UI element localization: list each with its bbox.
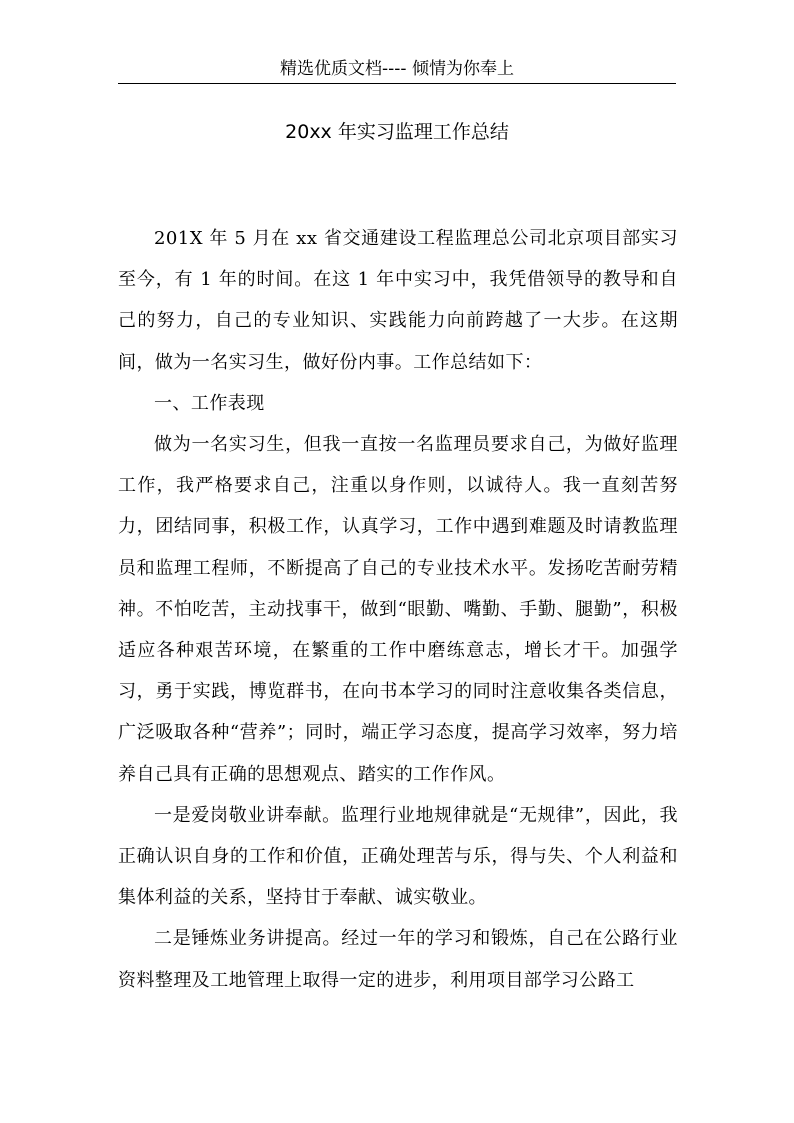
page-header bbox=[118, 56, 676, 84]
paragraph-intro: 201X 年 5 月在 xx 省交通建设工程监理总公司北京项目部实习至今，有 1 年的时间。在这 1 年中实习中，我凭借领导的教导和自己的努力，自己的专业知识、实践能力向前跨越了一大步。在这期间，做为一名实习生，做好份内事。工作总结如下： bbox=[118, 228, 678, 373]
document-title: 20xx 年实习监理工作总结 bbox=[285, 121, 509, 143]
paragraph-skills: 二是锤炼业务讲提高。经过一年的学习和锻炼，自己在公路行业资料整理及工地管理上取得一定的进步，利用项目部学习公路工 bbox=[118, 928, 678, 991]
paragraph-dedication: 一是爱岗敬业讲奉献。监理行业地规律就是“无规律”，因此，我正确认识自身的工作和价值，正确处理苦与乐，得与失、个人利益和集体利益的关系，坚持甘于奉献、诚实敬业。 bbox=[118, 804, 678, 909]
paragraph-work-performance: 做为一名实习生，但我一直按一名监理员要求自己，为做好监理工作，我严格要求自己，注重以身作则，以诚待人。我一直刻苦努力，团结同事，积极工作，认真学习，工作中遇到难题及时请教监理员和监理工程师，不断提高了自己的专业技术水平。发扬吃苦耐劳精神。不怕吃苦，主动找事干，做到“眼勤、嘴勤、手勤、腿勤”，积极适应各种艰苦环境，在繁重的工作中磨练意志，增长才干。加强学习，勇于实践，博览群书，在向书本学习的同时注意收集各类信息，广泛吸取各种“营养”；同时，端正学习态度，提高学习效率，努力培养自己具有正确的思想观点、踏实的工作作风。 bbox=[118, 434, 678, 785]
section-heading-work-performance: 一、工作表现 bbox=[154, 392, 265, 414]
document-body bbox=[118, 218, 678, 1001]
header-text: 精选优质文档---- 倾情为你奉上 bbox=[280, 59, 514, 79]
